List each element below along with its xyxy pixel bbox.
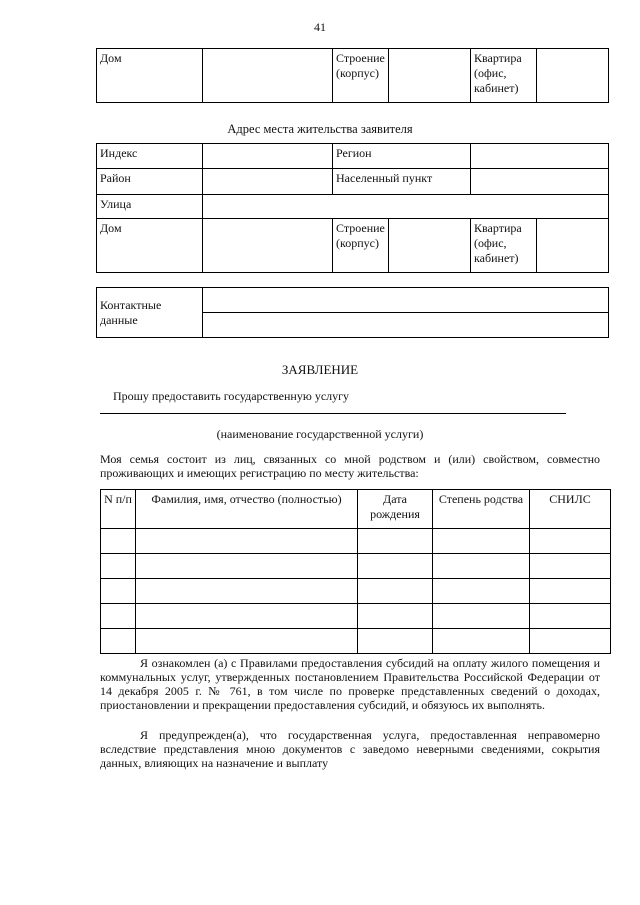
- building-label: Строение (корпус): [333, 219, 389, 273]
- cell-fullname[interactable]: [136, 529, 358, 554]
- cell-birthdate[interactable]: [358, 554, 433, 579]
- warning-text: Я предупрежден(а), что государственная услуга, предоставленная неправомерно вследствие представления мною документов с заведомо неверными сведениями, сокрытия данных, влияющих на назначение и выплату: [100, 728, 600, 770]
- street-field[interactable]: [203, 195, 609, 219]
- house-field[interactable]: [203, 49, 333, 103]
- cell-birthdate[interactable]: [358, 629, 433, 654]
- family-table-header: [101, 490, 611, 529]
- col-header-relation: Степень родства: [433, 490, 530, 529]
- cell-number[interactable]: [101, 529, 136, 554]
- cell-relation[interactable]: [433, 529, 530, 554]
- top-address-table: [96, 48, 609, 103]
- service-name-line[interactable]: [100, 413, 566, 414]
- region-field[interactable]: [471, 144, 609, 169]
- request-text: Прошу предоставить государственную услугу: [113, 389, 350, 403]
- building-label: Строение (корпус): [333, 49, 389, 103]
- cell-fullname[interactable]: [136, 604, 358, 629]
- locality-field[interactable]: [471, 169, 609, 195]
- index-field[interactable]: [203, 144, 333, 169]
- col-header-fullname: Фамилия, имя, отчество (полностью): [136, 490, 358, 529]
- building-field[interactable]: [389, 49, 471, 103]
- statement-title: ЗАЯВЛЕНИЕ: [281, 362, 359, 377]
- cell-number[interactable]: [101, 629, 136, 654]
- district-label: Район: [97, 169, 203, 195]
- cell-snils[interactable]: [530, 604, 611, 629]
- residence-address-table: [96, 143, 609, 273]
- cell-snils[interactable]: [530, 579, 611, 604]
- locality-label: Населенный пункт: [333, 169, 471, 195]
- cell-relation[interactable]: [433, 629, 530, 654]
- house-label: Дом: [97, 219, 203, 273]
- street-label: Улица: [97, 195, 203, 219]
- apartment-field[interactable]: [537, 49, 609, 103]
- table-row: [101, 579, 611, 604]
- apartment-label: Квартира (офис, кабинет): [471, 219, 537, 273]
- index-label: Индекс: [97, 144, 203, 169]
- table-row: [101, 629, 611, 654]
- service-caption: (наименование государственной услуги): [216, 427, 424, 441]
- apartment-label: Квартира (офис, кабинет): [471, 49, 537, 103]
- cell-fullname[interactable]: [136, 629, 358, 654]
- contact-table: [96, 287, 609, 338]
- table-row: [101, 604, 611, 629]
- cell-relation[interactable]: [433, 579, 530, 604]
- region-label: Регион: [333, 144, 471, 169]
- contact-label: Контактные данные: [97, 288, 203, 338]
- page-number: 41: [314, 20, 326, 34]
- cell-birthdate[interactable]: [358, 529, 433, 554]
- family-text: Моя семья состоит из лиц, связанных со мной родством и (или) свойством, совместно проживающих и имеющих регистрацию по месту жительства:: [100, 452, 600, 480]
- acknowledgement-text: Я ознакомлен (а) с Правилами предоставления субсидий на оплату жилого помещения и коммунальных услуг, утвержденных постановлением Правительства Российской Федерации от 14 декабря 2005 г. № 761, в том числе по проверке представленных сведений о доходах, приостановлении и прекращении предоставления субсидий, и обязуюсь их выполнять.: [100, 656, 600, 712]
- family-table: [100, 489, 611, 654]
- building-field[interactable]: [389, 219, 471, 273]
- table-row: [101, 529, 611, 554]
- cell-number[interactable]: [101, 604, 136, 629]
- cell-fullname[interactable]: [136, 554, 358, 579]
- cell-snils[interactable]: [530, 629, 611, 654]
- cell-number[interactable]: [101, 579, 136, 604]
- house-field[interactable]: [203, 219, 333, 273]
- col-header-birthdate: Дата рождения: [358, 490, 433, 529]
- cell-fullname[interactable]: [136, 579, 358, 604]
- cell-birthdate[interactable]: [358, 604, 433, 629]
- cell-relation[interactable]: [433, 604, 530, 629]
- contact-field-1[interactable]: [203, 288, 609, 313]
- col-header-snils: СНИЛС: [530, 490, 611, 529]
- residence-heading: Адрес места жительства заявителя: [227, 122, 413, 136]
- apartment-field[interactable]: [537, 219, 609, 273]
- cell-snils[interactable]: [530, 529, 611, 554]
- cell-snils[interactable]: [530, 554, 611, 579]
- house-label: Дом: [97, 49, 203, 103]
- district-field[interactable]: [203, 169, 333, 195]
- table-row: [101, 554, 611, 579]
- cell-relation[interactable]: [433, 554, 530, 579]
- contact-field-2[interactable]: [203, 313, 609, 338]
- col-header-number: N п/п: [101, 490, 136, 529]
- cell-birthdate[interactable]: [358, 579, 433, 604]
- cell-number[interactable]: [101, 554, 136, 579]
